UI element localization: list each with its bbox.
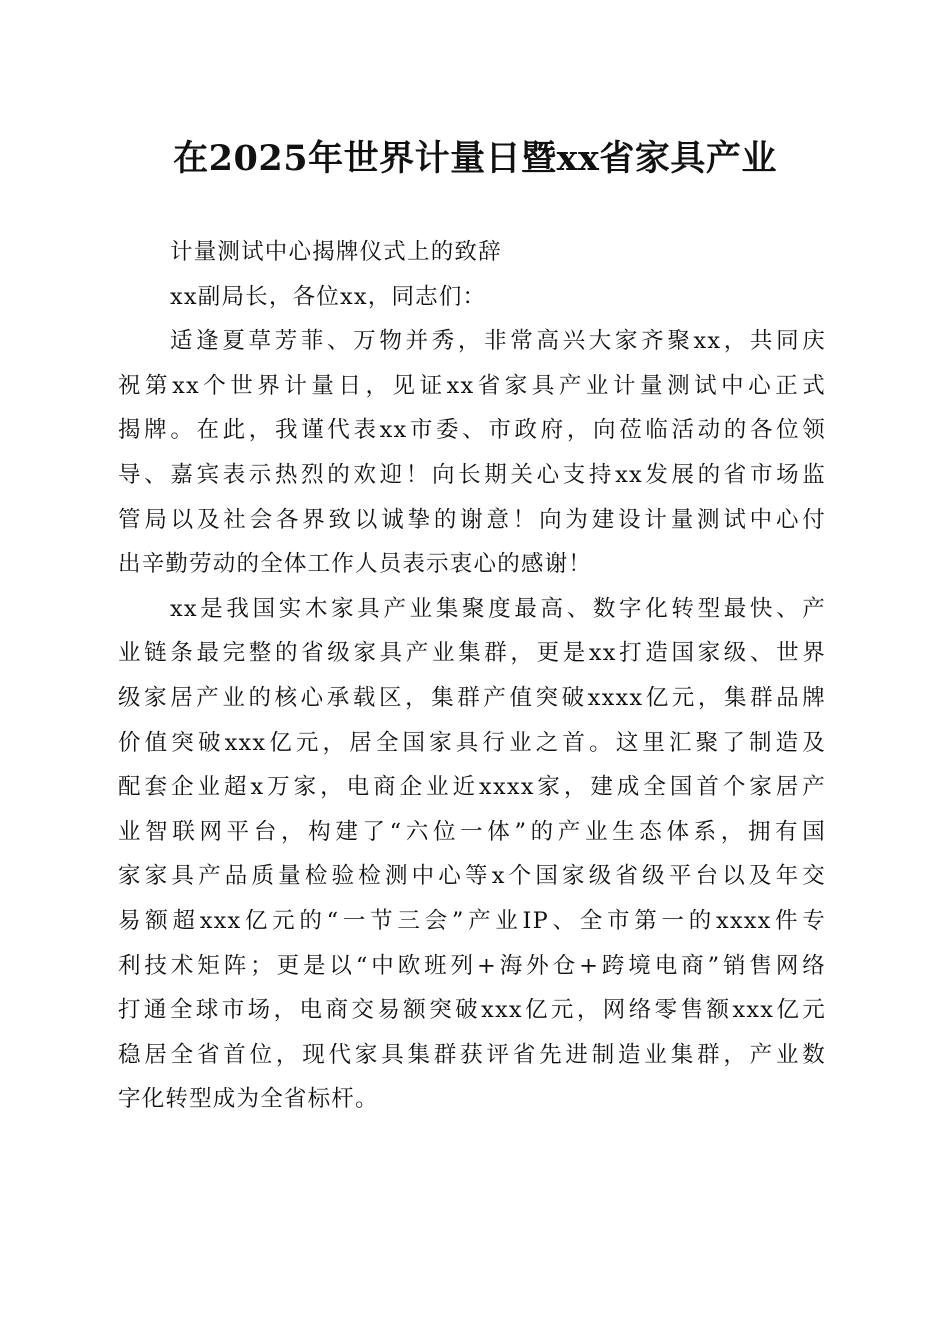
paragraph-line: 利技术矩阵；更是以“中欧班列+海外仓+跨境电商”销售网络 [118, 952, 826, 979]
paragraph-line: 打通全球市场，电商交易额突破xxx亿元，网络零售额xxx亿元 [118, 997, 826, 1024]
paragraph-line: 导、嘉宾表示热烈的欢迎！向长期关心支持xx发展的省市场监 [118, 461, 826, 488]
paragraph-line: 家家具产品质量检验检测中心等x个国家级省级平台以及年交 [118, 863, 826, 890]
salutation-line: xx副局长，各位xx，同志们： [170, 283, 487, 310]
paragraph-line: 级家居产业的核心承载区，集群产值突破xxxx亿元，集群品牌 [118, 684, 826, 711]
paragraph-line: 配套企业超x万家，电商企业近xxxx家，建成全国首个家居产 [118, 774, 826, 801]
paragraph-line: 适逢夏草芳菲、万物并秀，非常高兴大家齐聚xx，共同庆 [170, 328, 826, 355]
paragraph-line: 祝第xx个世界计量日，见证xx省家具产业计量测试中心正式 [118, 372, 826, 399]
paragraph-line: 易额超xxx亿元的“一节三会”产业IP、全市第一的xxxx件专 [118, 907, 826, 934]
paragraph-line: 业链条最完整的省级家具产业集群，更是xx打造国家级、世界 [118, 640, 826, 667]
paragraph-line: 字化转型成为全省标杆。 [118, 1086, 379, 1113]
paragraph-1 [118, 319, 826, 587]
paragraph-line: 业智联网平台，构建了“六位一体”的产业生态体系，拥有国 [118, 818, 826, 845]
paragraph-line: 出辛勤劳动的全体工作人员表示衷心的感谢！ [118, 551, 593, 578]
subtitle-line: 计量测试中心揭牌仪式上的致辞 [170, 239, 502, 265]
paragraph-line: 管局以及社会各界致以诚挚的谢意！向为建设计量测试中心付 [118, 506, 826, 533]
paragraph-line: 揭牌。在此，我谨代表xx市委、市政府，向莅临活动的各位领 [118, 417, 826, 444]
paragraph-line: 价值突破xxx亿元，居全国家具行业之首。这里汇聚了制造及 [118, 729, 826, 756]
document-body [118, 230, 826, 1122]
paragraph-line: xx是我国实木家具产业集聚度最高、数字化转型最快、产 [170, 595, 826, 622]
document-title: 在2025年世界计量日暨xx省家具产业 [173, 138, 777, 179]
paragraph-2 [118, 587, 826, 1122]
paragraph-line: 稳居全省首位，现代家具集群获评省先进制造业集群，产业数 [118, 1041, 826, 1068]
